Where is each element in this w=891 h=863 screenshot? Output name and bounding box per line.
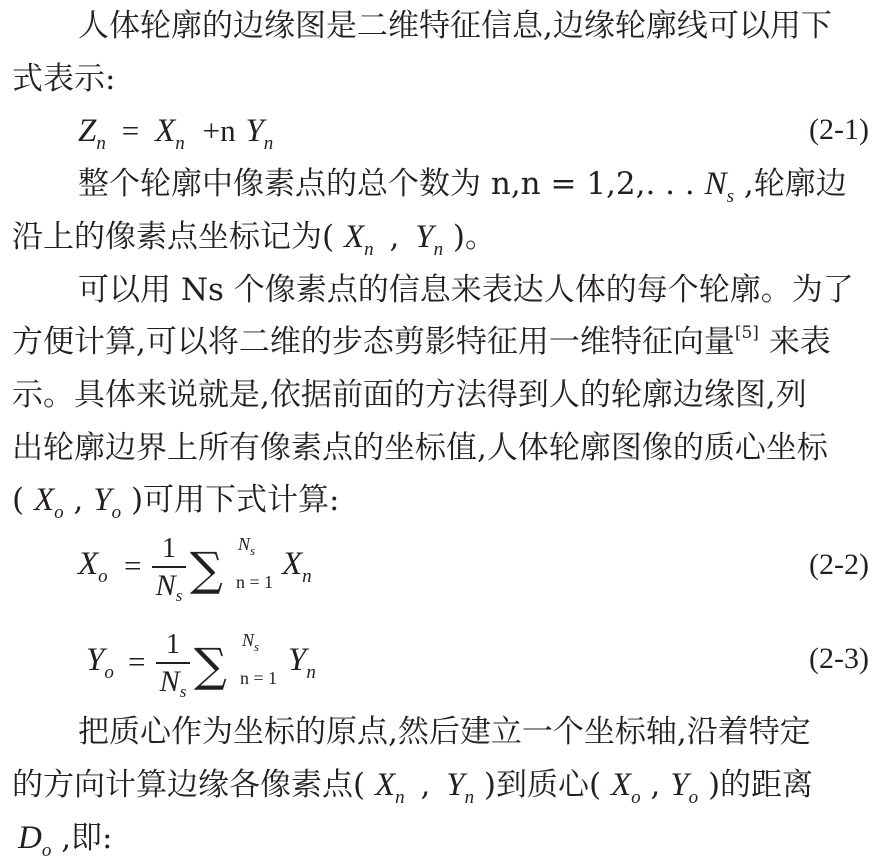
equation-number-2-3: (2-3) [809,642,869,675]
fraction: 1 $N_s$ [152,534,186,606]
para2-line1: 整个轮廓中像素点的总个数为 n,n = 1,2,. . . $N_s$ ,轮廓边 [78,166,847,207]
equation-2-2: Xo = 1 $N_s$ ∑ $N_s$ n = 1 Xn [78,533,312,605]
equation-2-1: $Z_n = X_n +n$ $Y_n$ [78,113,274,154]
equation-number-2-2: (2-2) [809,548,869,581]
equation-2-3: Yo = 1 $N_s$ ∑ $N_s$ n = 1 Yn [86,629,316,701]
summation-sign: ∑ [194,638,227,692]
para4-line1: 把质心作为坐标的原点,然后建立一个坐标轴,沿着特定 [78,714,811,750]
para4-line3: $D_o$ ,即: [18,820,113,861]
para1-line1: 人体轮廓的边缘图是二维特征信息,边缘轮廓线可以用下 [78,8,832,44]
summation-sign: ∑ [190,542,223,596]
para3-line2: 方便计算,可以将二维的步态剪影特征用一维特征向量[5] 来表 [12,323,831,360]
para4-line2: 的方向计算边缘各像素点( $X_n$ , $Y_n$ )到质心( $X_o$ , $Y_o$ )的距离 [12,767,814,808]
para2-line2: 沿上的像素点坐标记为( $X_n$ , $Y_n$ )。 [12,219,497,260]
reference-5: [5] [734,323,759,343]
para1-line2: 式表示: [12,61,116,97]
fraction: 1 $N_s$ [156,630,190,702]
para3-line5: ( $X_o$ , $Y_o$ )可用下式计算: [12,482,340,523]
equation-number-2-1: (2-1) [809,113,869,146]
para3-line1: 可以用 Ns 个像素点的信息来表达人体的每个轮廓。为了 [78,272,854,308]
para3-line4: 出轮廓边界上所有像素点的坐标值,人体轮廓图像的质心坐标 [12,430,828,466]
para3-line3: 示。具体来说就是,依据前面的方法得到人的轮廓边缘图,列 [12,377,807,413]
